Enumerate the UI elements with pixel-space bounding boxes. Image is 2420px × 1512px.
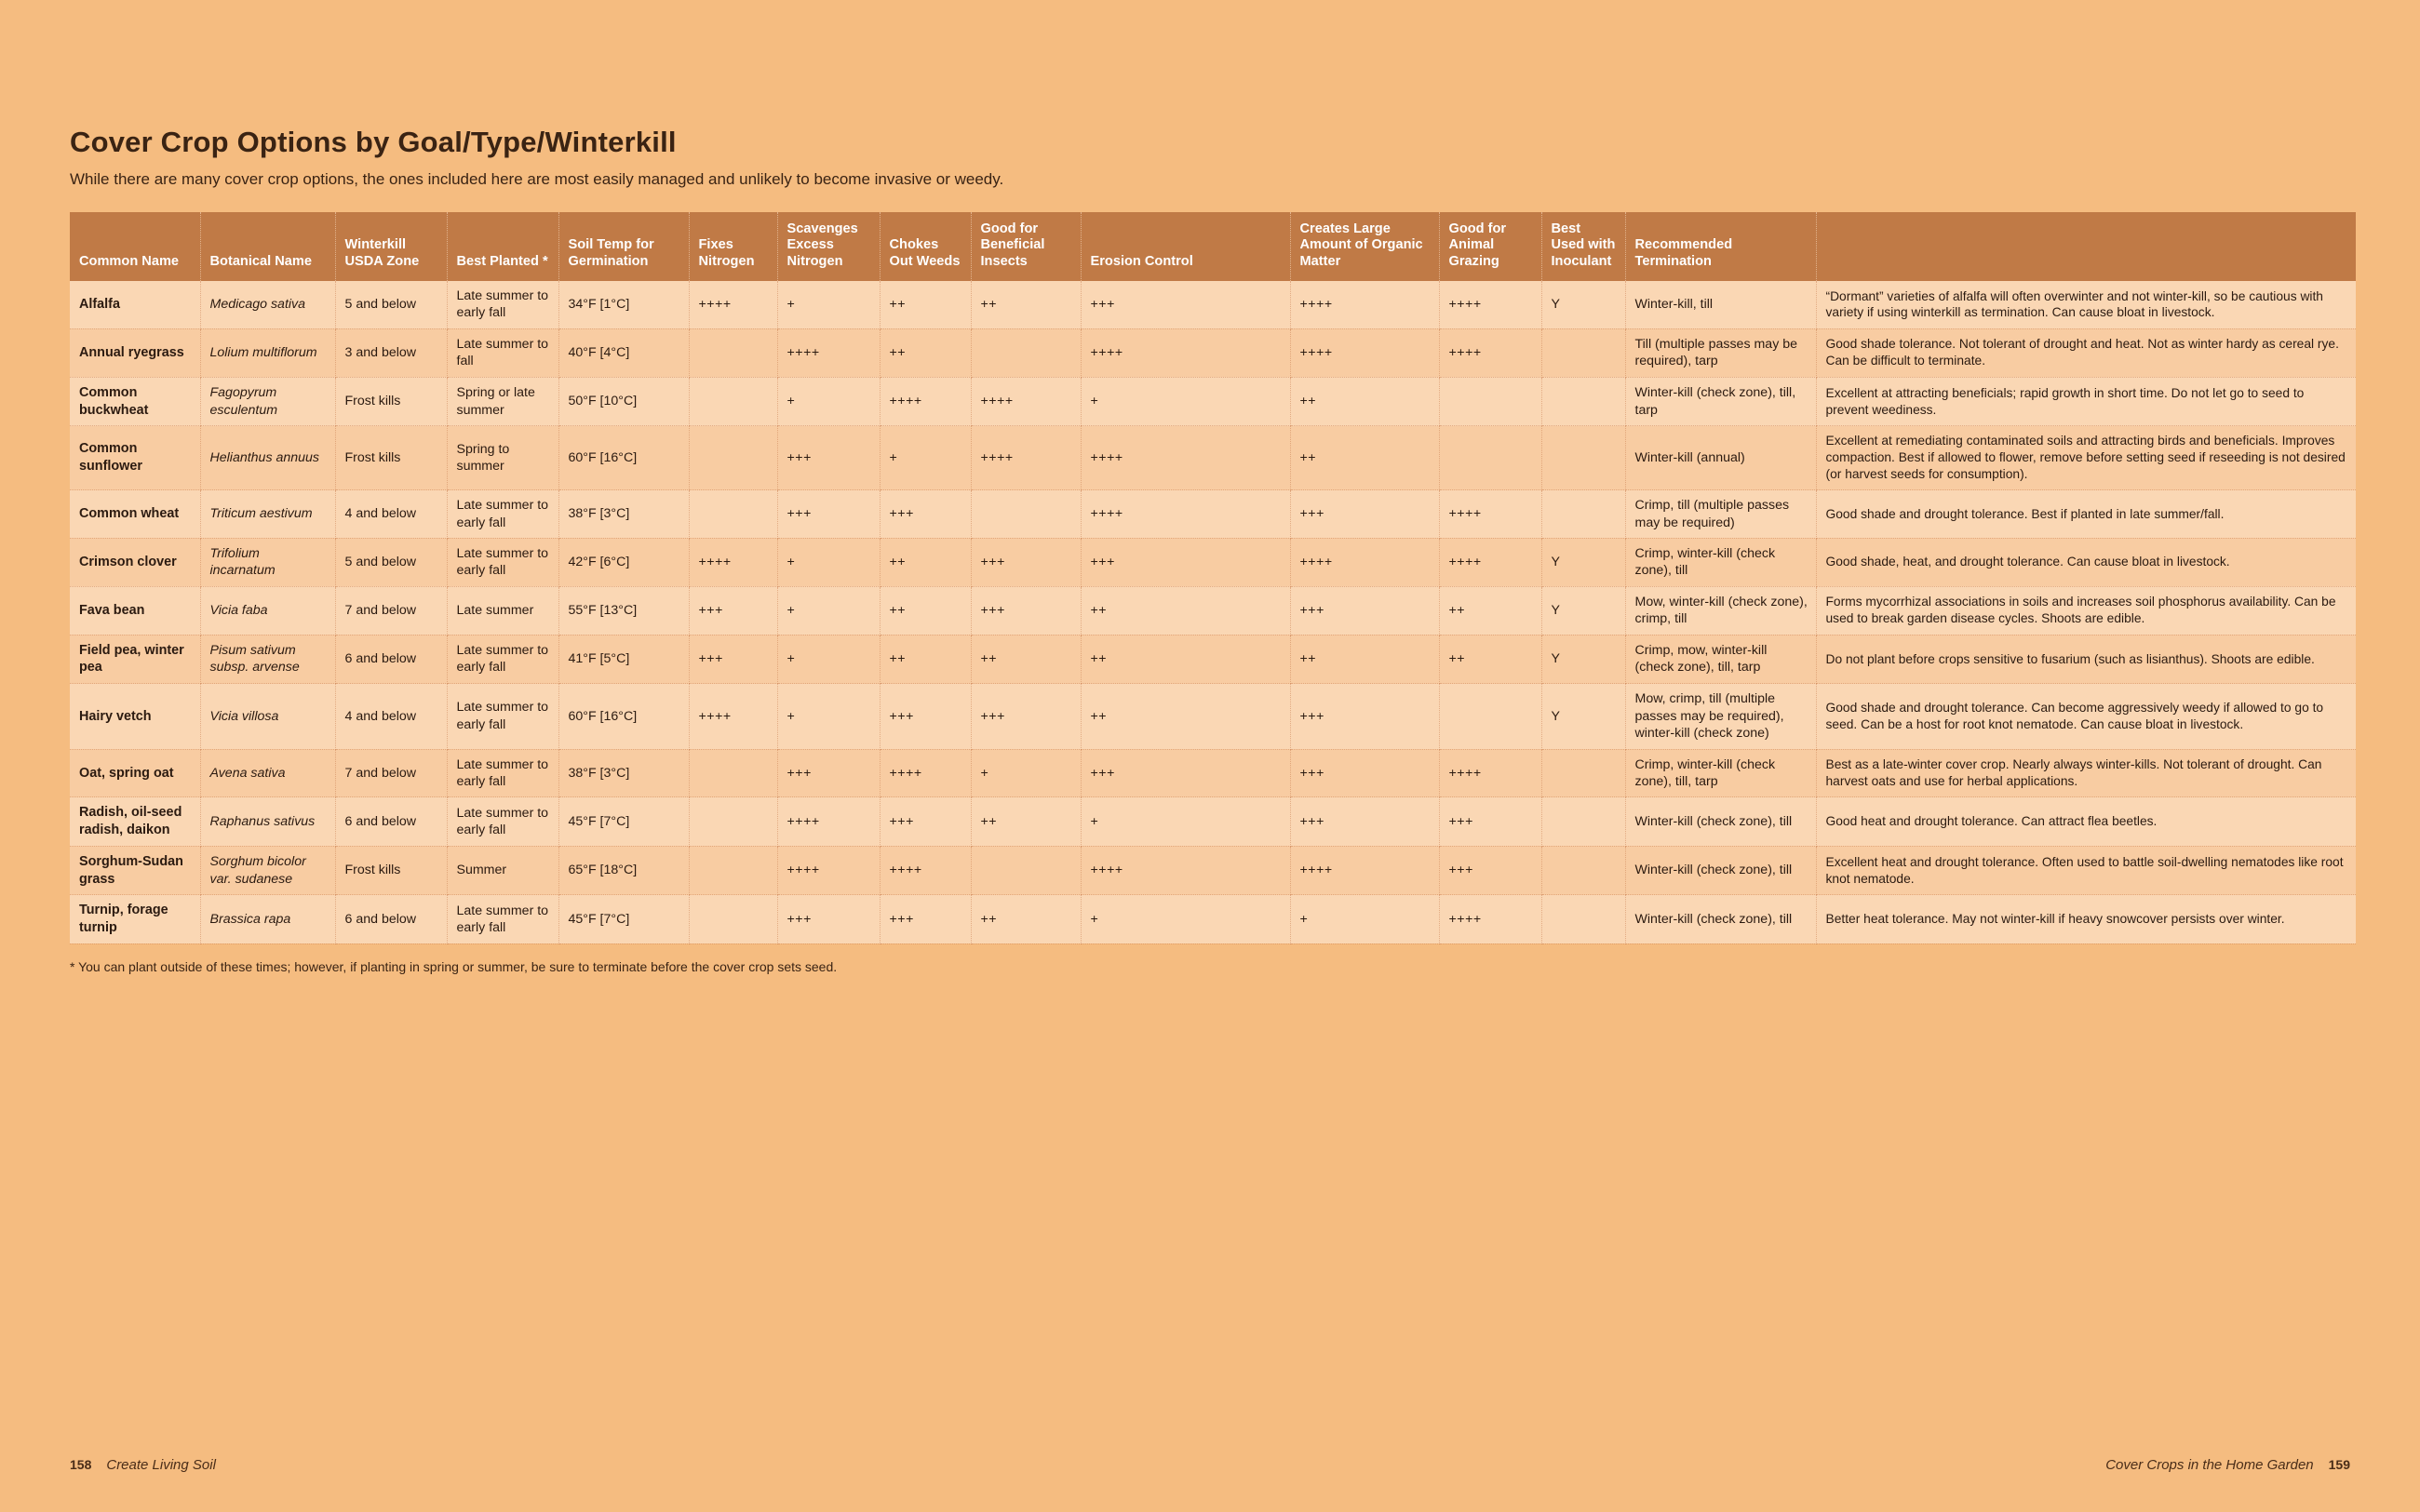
cell-fixes-nitrogen bbox=[689, 749, 777, 797]
cell-winterkill-zone: 4 and below bbox=[335, 684, 447, 749]
cell-organic-matter: +++ bbox=[1290, 749, 1439, 797]
cell-beneficial-insects: +++ bbox=[971, 684, 1081, 749]
cell-scavenges-nitrogen: + bbox=[777, 538, 880, 586]
cell-recommended-termination: Crimp, mow, winter-kill (check zone), till, tarp bbox=[1625, 635, 1816, 683]
cell-chokes-weeds: +++ bbox=[880, 797, 971, 846]
cell-erosion-control: ++++ bbox=[1081, 426, 1290, 490]
cell-erosion-control: ++ bbox=[1081, 684, 1290, 749]
cell-fixes-nitrogen bbox=[689, 490, 777, 539]
cell-best-planted: Late summer to early fall bbox=[447, 490, 558, 539]
cell-winterkill-zone: 3 and below bbox=[335, 328, 447, 377]
cell-erosion-control: +++ bbox=[1081, 538, 1290, 586]
cell-notes: Better heat tolerance. May not winter-kill if heavy snowcover persists over winter. bbox=[1816, 895, 2356, 943]
cell-inoculant bbox=[1541, 846, 1625, 894]
cell-best-planted: Late summer to early fall bbox=[447, 797, 558, 846]
cell-winterkill-zone: 6 and below bbox=[335, 797, 447, 846]
table-row bbox=[70, 586, 2356, 635]
table-row bbox=[70, 538, 2356, 586]
cell-erosion-control: ++++ bbox=[1081, 846, 1290, 894]
cell-organic-matter: +++ bbox=[1290, 797, 1439, 846]
column-header-scavenges-nitrogen: Scavenges Excess Nitrogen bbox=[777, 212, 880, 281]
cell-soil-temp: 45°F [7°C] bbox=[558, 895, 689, 943]
cell-soil-temp: 65°F [18°C] bbox=[558, 846, 689, 894]
page-subtitle: While there are many cover crop options, the ones included here are most easily managed and unlikely to become invasive or weedy. bbox=[70, 170, 1004, 188]
cell-botanical-name: Trifolium incarnatum bbox=[200, 538, 335, 586]
cell-chokes-weeds: ++++ bbox=[880, 846, 971, 894]
cell-beneficial-insects bbox=[971, 328, 1081, 377]
cell-chokes-weeds: ++ bbox=[880, 586, 971, 635]
cell-notes: Excellent at remediating contaminated soils and attracting birds and beneficials. Improves compaction. Best if allowed to flower, remove before setting seed if reseeding is not desired (or harvest seeds for consumption). bbox=[1816, 426, 2356, 490]
left-page-number: 158 bbox=[70, 1457, 92, 1472]
cell-winterkill-zone: 6 and below bbox=[335, 895, 447, 943]
cell-beneficial-insects: +++ bbox=[971, 586, 1081, 635]
cell-best-planted: Late summer to early fall bbox=[447, 538, 558, 586]
cell-animal-grazing: +++ bbox=[1439, 797, 1541, 846]
cell-inoculant bbox=[1541, 377, 1625, 425]
cell-animal-grazing: ++++ bbox=[1439, 749, 1541, 797]
cell-fixes-nitrogen bbox=[689, 328, 777, 377]
table-row bbox=[70, 281, 2356, 328]
right-running-head: Cover Crops in the Home Garden bbox=[2105, 1457, 2314, 1473]
cell-scavenges-nitrogen: ++++ bbox=[777, 797, 880, 846]
cell-winterkill-zone: Frost kills bbox=[335, 377, 447, 425]
cell-fixes-nitrogen bbox=[689, 846, 777, 894]
cell-scavenges-nitrogen: + bbox=[777, 586, 880, 635]
cell-notes: Good heat and drought tolerance. Can attract flea beetles. bbox=[1816, 797, 2356, 846]
cell-winterkill-zone: 7 and below bbox=[335, 586, 447, 635]
cell-organic-matter: ++++ bbox=[1290, 328, 1439, 377]
cell-soil-temp: 40°F [4°C] bbox=[558, 328, 689, 377]
table-header bbox=[70, 212, 2356, 281]
cell-chokes-weeds: ++++ bbox=[880, 377, 971, 425]
table-body bbox=[70, 281, 2356, 943]
cell-animal-grazing: +++ bbox=[1439, 846, 1541, 894]
cell-scavenges-nitrogen: +++ bbox=[777, 426, 880, 490]
cell-scavenges-nitrogen: ++++ bbox=[777, 846, 880, 894]
cell-common-name: Radish, oil-seed radish, daikon bbox=[70, 797, 200, 846]
cell-common-name: Alfalfa bbox=[70, 281, 200, 328]
cell-scavenges-nitrogen: +++ bbox=[777, 490, 880, 539]
cell-notes: “Dormant” varieties of alfalfa will often overwinter and not winter-kill, so be cautious with variety if using winterkill as termination. Can cause bloat in livestock. bbox=[1816, 281, 2356, 328]
table-row bbox=[70, 490, 2356, 539]
cell-common-name: Annual ryegrass bbox=[70, 328, 200, 377]
cell-beneficial-insects: ++ bbox=[971, 281, 1081, 328]
cell-fixes-nitrogen: ++++ bbox=[689, 684, 777, 749]
cell-botanical-name: Vicia faba bbox=[200, 586, 335, 635]
table-row bbox=[70, 426, 2356, 490]
cell-common-name: Crimson clover bbox=[70, 538, 200, 586]
column-header-botanical-name: Botanical Name bbox=[200, 212, 335, 281]
right-page-number: 159 bbox=[2328, 1457, 2350, 1472]
cell-botanical-name: Lolium multiflorum bbox=[200, 328, 335, 377]
cell-scavenges-nitrogen: ++++ bbox=[777, 328, 880, 377]
cell-soil-temp: 60°F [16°C] bbox=[558, 684, 689, 749]
cell-winterkill-zone: 6 and below bbox=[335, 635, 447, 683]
cell-best-planted: Late summer to early fall bbox=[447, 749, 558, 797]
cell-organic-matter: ++ bbox=[1290, 635, 1439, 683]
cell-animal-grazing: ++ bbox=[1439, 635, 1541, 683]
cell-inoculant: Y bbox=[1541, 281, 1625, 328]
cell-erosion-control: + bbox=[1081, 797, 1290, 846]
cell-beneficial-insects bbox=[971, 846, 1081, 894]
cell-winterkill-zone: 4 and below bbox=[335, 490, 447, 539]
cell-animal-grazing: ++++ bbox=[1439, 895, 1541, 943]
cell-recommended-termination: Crimp, winter-kill (check zone), till bbox=[1625, 538, 1816, 586]
cell-recommended-termination: Winter-kill, till bbox=[1625, 281, 1816, 328]
cell-soil-temp: 38°F [3°C] bbox=[558, 490, 689, 539]
cell-winterkill-zone: 7 and below bbox=[335, 749, 447, 797]
cell-erosion-control: ++ bbox=[1081, 586, 1290, 635]
cell-beneficial-insects: ++ bbox=[971, 635, 1081, 683]
table-row bbox=[70, 797, 2356, 846]
column-header-organic-matter: Creates Large Amount of Organic Matter bbox=[1290, 212, 1439, 281]
cell-botanical-name: Vicia villosa bbox=[200, 684, 335, 749]
cell-beneficial-insects: +++ bbox=[971, 538, 1081, 586]
cell-scavenges-nitrogen: +++ bbox=[777, 895, 880, 943]
cell-fixes-nitrogen bbox=[689, 895, 777, 943]
cell-fixes-nitrogen: +++ bbox=[689, 635, 777, 683]
cell-inoculant bbox=[1541, 749, 1625, 797]
cell-best-planted: Late summer to early fall bbox=[447, 684, 558, 749]
page-title: Cover Crop Options by Goal/Type/Winterkill bbox=[70, 126, 677, 158]
cell-soil-temp: 38°F [3°C] bbox=[558, 749, 689, 797]
cell-inoculant bbox=[1541, 895, 1625, 943]
cell-inoculant: Y bbox=[1541, 538, 1625, 586]
column-header-winterkill-zone: Winterkill USDA Zone bbox=[335, 212, 447, 281]
cell-notes: Do not plant before crops sensitive to fusarium (such as lisianthus). Shoots are edible. bbox=[1816, 635, 2356, 683]
left-running-head: Create Living Soil bbox=[106, 1457, 216, 1473]
cell-organic-matter: ++++ bbox=[1290, 538, 1439, 586]
cell-scavenges-nitrogen: + bbox=[777, 684, 880, 749]
cell-best-planted: Late summer bbox=[447, 586, 558, 635]
cell-recommended-termination: Winter-kill (check zone), till bbox=[1625, 846, 1816, 894]
cell-winterkill-zone: 5 and below bbox=[335, 281, 447, 328]
cell-soil-temp: 45°F [7°C] bbox=[558, 797, 689, 846]
cell-chokes-weeds: +++ bbox=[880, 490, 971, 539]
cell-common-name: Sorghum-Sudan grass bbox=[70, 846, 200, 894]
cell-recommended-termination: Mow, crimp, till (multiple passes may be required), winter-kill (check zone) bbox=[1625, 684, 1816, 749]
cell-chokes-weeds: ++ bbox=[880, 281, 971, 328]
cell-botanical-name: Raphanus sativus bbox=[200, 797, 335, 846]
cell-fixes-nitrogen: ++++ bbox=[689, 281, 777, 328]
table-row bbox=[70, 328, 2356, 377]
cell-recommended-termination: Crimp, till (multiple passes may be required) bbox=[1625, 490, 1816, 539]
cell-best-planted: Late summer to fall bbox=[447, 328, 558, 377]
cell-recommended-termination: Winter-kill (annual) bbox=[1625, 426, 1816, 490]
cell-common-name: Fava bean bbox=[70, 586, 200, 635]
cell-animal-grazing: ++++ bbox=[1439, 490, 1541, 539]
cell-organic-matter: +++ bbox=[1290, 490, 1439, 539]
column-header-common-name: Common Name bbox=[70, 212, 200, 281]
cell-notes: Excellent heat and drought tolerance. Often used to battle soil-dwelling nematodes like root knot nematode. bbox=[1816, 846, 2356, 894]
cell-scavenges-nitrogen: + bbox=[777, 377, 880, 425]
cell-fixes-nitrogen bbox=[689, 426, 777, 490]
cell-common-name: Common buckwheat bbox=[70, 377, 200, 425]
cell-best-planted: Late summer to early fall bbox=[447, 635, 558, 683]
cell-erosion-control: +++ bbox=[1081, 281, 1290, 328]
column-header-erosion-control: Erosion Control bbox=[1081, 212, 1290, 281]
cell-inoculant bbox=[1541, 797, 1625, 846]
cell-chokes-weeds: ++ bbox=[880, 635, 971, 683]
cell-erosion-control: + bbox=[1081, 377, 1290, 425]
cell-inoculant: Y bbox=[1541, 635, 1625, 683]
cell-soil-temp: 55°F [13°C] bbox=[558, 586, 689, 635]
cell-chokes-weeds: ++ bbox=[880, 538, 971, 586]
cell-soil-temp: 60°F [16°C] bbox=[558, 426, 689, 490]
cell-beneficial-insects: ++++ bbox=[971, 377, 1081, 425]
cell-chokes-weeds: ++ bbox=[880, 328, 971, 377]
cell-organic-matter: ++++ bbox=[1290, 846, 1439, 894]
cell-soil-temp: 50°F [10°C] bbox=[558, 377, 689, 425]
cell-organic-matter: ++ bbox=[1290, 426, 1439, 490]
table-row bbox=[70, 895, 2356, 943]
cell-botanical-name: Triticum aestivum bbox=[200, 490, 335, 539]
cell-notes: Good shade and drought tolerance. Best if planted in late summer/fall. bbox=[1816, 490, 2356, 539]
cell-notes: Good shade, heat, and drought tolerance. Can cause bloat in livestock. bbox=[1816, 538, 2356, 586]
table-row bbox=[70, 846, 2356, 894]
cell-animal-grazing bbox=[1439, 684, 1541, 749]
cell-erosion-control: ++++ bbox=[1081, 328, 1290, 377]
cell-best-planted: Summer bbox=[447, 846, 558, 894]
cell-fixes-nitrogen: +++ bbox=[689, 586, 777, 635]
cell-fixes-nitrogen bbox=[689, 377, 777, 425]
cell-animal-grazing bbox=[1439, 426, 1541, 490]
cell-scavenges-nitrogen: + bbox=[777, 281, 880, 328]
cell-organic-matter: ++ bbox=[1290, 377, 1439, 425]
cell-fixes-nitrogen: ++++ bbox=[689, 538, 777, 586]
cell-recommended-termination: Winter-kill (check zone), till bbox=[1625, 797, 1816, 846]
cell-best-planted: Late summer to early fall bbox=[447, 281, 558, 328]
cell-common-name: Turnip, forage turnip bbox=[70, 895, 200, 943]
cell-beneficial-insects: ++++ bbox=[971, 426, 1081, 490]
cell-inoculant: Y bbox=[1541, 586, 1625, 635]
table-row bbox=[70, 635, 2356, 683]
cell-winterkill-zone: 5 and below bbox=[335, 538, 447, 586]
cell-organic-matter: ++++ bbox=[1290, 281, 1439, 328]
cell-notes: Forms mycorrhizal associations in soils and increases soil phosphorus availability. Can be used to break garden disease cycles. Shoots are edible. bbox=[1816, 586, 2356, 635]
cell-botanical-name: Brassica rapa bbox=[200, 895, 335, 943]
cell-beneficial-insects: + bbox=[971, 749, 1081, 797]
cell-scavenges-nitrogen: +++ bbox=[777, 749, 880, 797]
cell-beneficial-insects bbox=[971, 490, 1081, 539]
cell-winterkill-zone: Frost kills bbox=[335, 846, 447, 894]
cell-recommended-termination: Mow, winter-kill (check zone), crimp, till bbox=[1625, 586, 1816, 635]
cover-crop-table bbox=[70, 212, 2356, 944]
column-header-animal-grazing: Good for Animal Grazing bbox=[1439, 212, 1541, 281]
column-header-notes bbox=[1816, 212, 2356, 281]
cell-common-name: Hairy vetch bbox=[70, 684, 200, 749]
cell-recommended-termination: Till (multiple passes may be required), tarp bbox=[1625, 328, 1816, 377]
cell-best-planted: Spring to summer bbox=[447, 426, 558, 490]
cell-soil-temp: 41°F [5°C] bbox=[558, 635, 689, 683]
column-header-beneficial-insects: Good for Beneficial Insects bbox=[971, 212, 1081, 281]
cell-erosion-control: ++++ bbox=[1081, 490, 1290, 539]
cell-animal-grazing bbox=[1439, 377, 1541, 425]
column-header-fixes-nitrogen: Fixes Nitrogen bbox=[689, 212, 777, 281]
column-header-recommended-termination: Recommended Termination bbox=[1625, 212, 1816, 281]
cell-animal-grazing: ++ bbox=[1439, 586, 1541, 635]
cell-botanical-name: Sorghum bicolor var. sudanese bbox=[200, 846, 335, 894]
cell-erosion-control: + bbox=[1081, 895, 1290, 943]
column-header-chokes-weeds: Chokes Out Weeds bbox=[880, 212, 971, 281]
cell-common-name: Common wheat bbox=[70, 490, 200, 539]
cell-chokes-weeds: ++++ bbox=[880, 749, 971, 797]
column-header-inoculant: Best Used with Inoculant bbox=[1541, 212, 1625, 281]
cell-recommended-termination: Winter-kill (check zone), till, tarp bbox=[1625, 377, 1816, 425]
cell-best-planted: Late summer to early fall bbox=[447, 895, 558, 943]
table-row bbox=[70, 377, 2356, 425]
cell-inoculant bbox=[1541, 490, 1625, 539]
cell-notes: Good shade and drought tolerance. Can become aggressively weedy if allowed to go to seed. Can be a host for root knot nematode. Can cause bloat in livestock. bbox=[1816, 684, 2356, 749]
cell-notes: Good shade tolerance. Not tolerant of drought and heat. Not as winter hardy as cereal rye. Can be difficult to terminate. bbox=[1816, 328, 2356, 377]
cell-chokes-weeds: + bbox=[880, 426, 971, 490]
cell-beneficial-insects: ++ bbox=[971, 797, 1081, 846]
cell-notes: Excellent at attracting beneficials; rapid growth in short time. Do not let go to seed to prevent weediness. bbox=[1816, 377, 2356, 425]
cell-botanical-name: Fagopyrum esculentum bbox=[200, 377, 335, 425]
cell-inoculant: Y bbox=[1541, 684, 1625, 749]
table-row bbox=[70, 749, 2356, 797]
cell-fixes-nitrogen bbox=[689, 797, 777, 846]
cell-organic-matter: +++ bbox=[1290, 586, 1439, 635]
cell-winterkill-zone: Frost kills bbox=[335, 426, 447, 490]
cell-soil-temp: 42°F [6°C] bbox=[558, 538, 689, 586]
table-row bbox=[70, 684, 2356, 749]
cell-animal-grazing: ++++ bbox=[1439, 538, 1541, 586]
cell-erosion-control: +++ bbox=[1081, 749, 1290, 797]
cell-inoculant bbox=[1541, 426, 1625, 490]
cell-beneficial-insects: ++ bbox=[971, 895, 1081, 943]
cell-scavenges-nitrogen: + bbox=[777, 635, 880, 683]
cell-chokes-weeds: +++ bbox=[880, 684, 971, 749]
cell-inoculant bbox=[1541, 328, 1625, 377]
cell-botanical-name: Pisum sativum subsp. arvense bbox=[200, 635, 335, 683]
cell-erosion-control: ++ bbox=[1081, 635, 1290, 683]
cell-animal-grazing: ++++ bbox=[1439, 281, 1541, 328]
cell-recommended-termination: Winter-kill (check zone), till bbox=[1625, 895, 1816, 943]
cell-botanical-name: Helianthus annuus bbox=[200, 426, 335, 490]
cell-botanical-name: Avena sativa bbox=[200, 749, 335, 797]
cell-best-planted: Spring or late summer bbox=[447, 377, 558, 425]
cell-botanical-name: Medicago sativa bbox=[200, 281, 335, 328]
cell-notes: Best as a late-winter cover crop. Nearly always winter-kills. Not tolerant of drought. Can harvest oats and use for herbal applications. bbox=[1816, 749, 2356, 797]
cell-common-name: Common sunflower bbox=[70, 426, 200, 490]
cell-common-name: Field pea, winter pea bbox=[70, 635, 200, 683]
cell-recommended-termination: Crimp, winter-kill (check zone), till, tarp bbox=[1625, 749, 1816, 797]
cell-organic-matter: +++ bbox=[1290, 684, 1439, 749]
cell-soil-temp: 34°F [1°C] bbox=[558, 281, 689, 328]
cell-animal-grazing: ++++ bbox=[1439, 328, 1541, 377]
cell-chokes-weeds: +++ bbox=[880, 895, 971, 943]
cell-organic-matter: + bbox=[1290, 895, 1439, 943]
cell-common-name: Oat, spring oat bbox=[70, 749, 200, 797]
page-footer bbox=[70, 1457, 2350, 1473]
table-footnote: * You can plant outside of these times; however, if planting in spring or summer, be sure to terminate before the cover crop sets seed. bbox=[70, 958, 838, 974]
column-header-soil-temp: Soil Temp for Germination bbox=[558, 212, 689, 281]
column-header-best-planted: Best Planted * bbox=[447, 212, 558, 281]
